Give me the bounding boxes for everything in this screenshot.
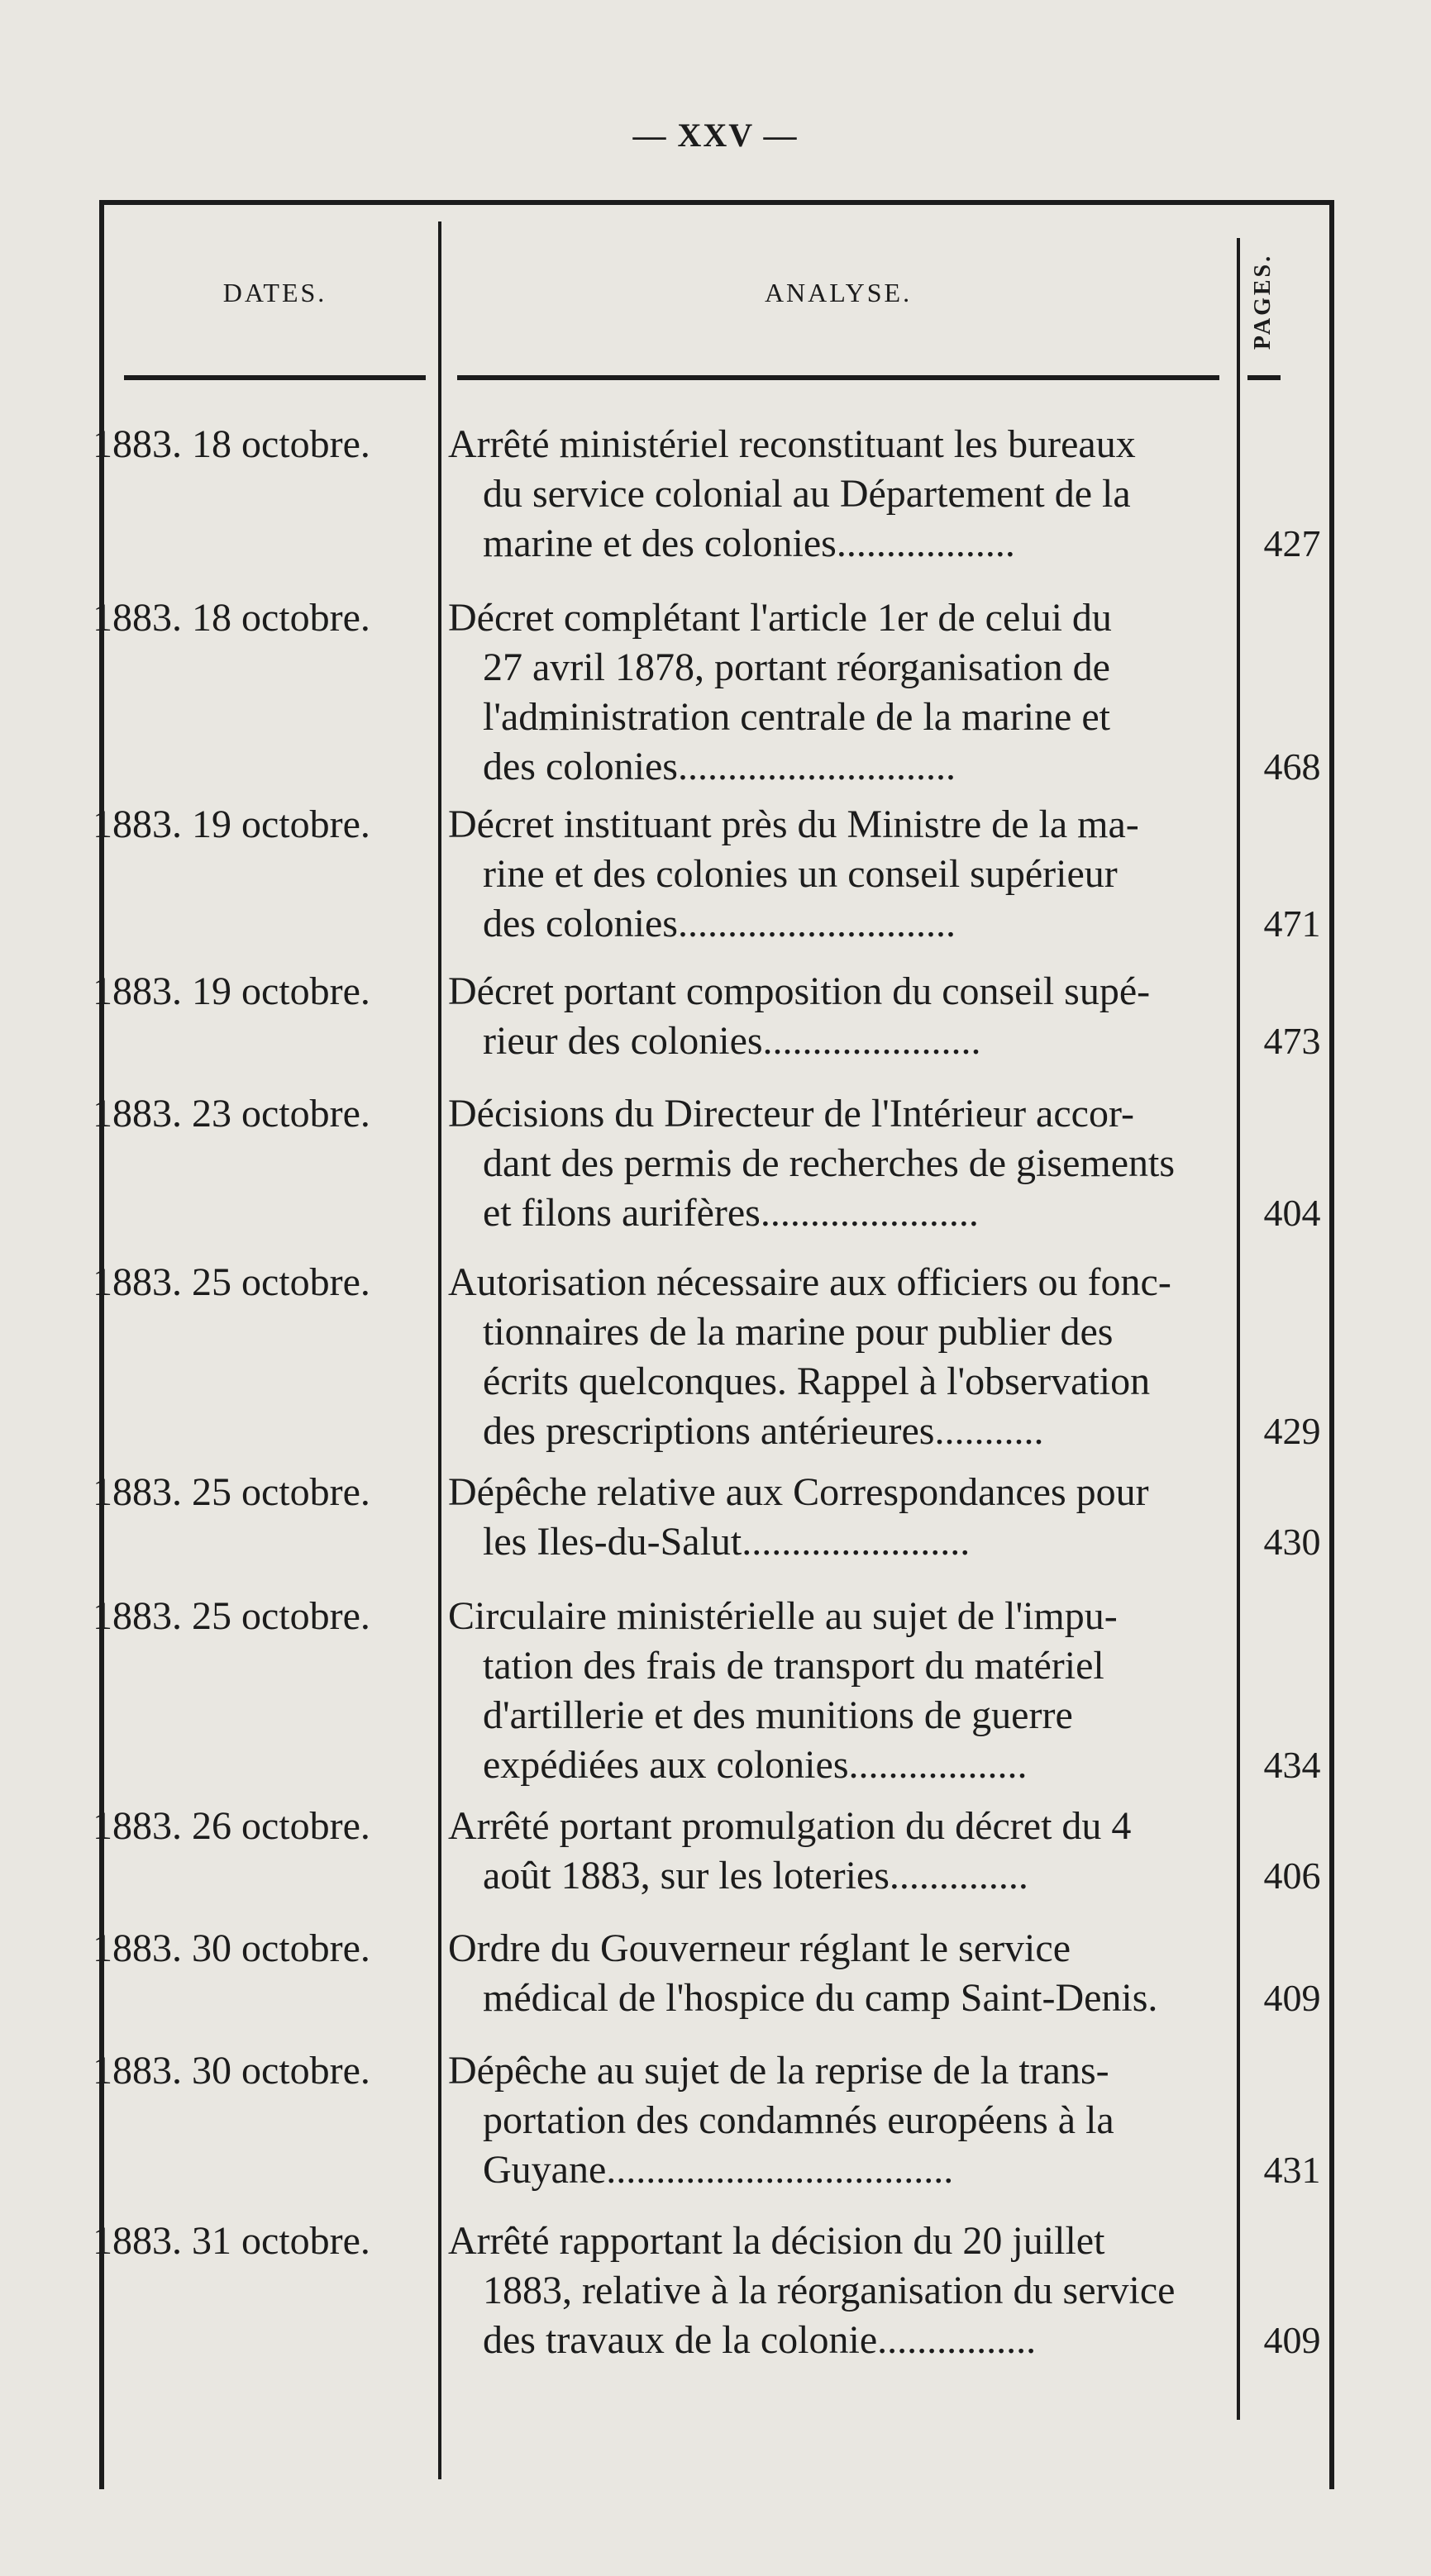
- entry-date: 1883. 25 octobre.: [93, 1260, 370, 1304]
- entry-page-number: 406: [1263, 1855, 1321, 1897]
- analyse-column-divider: [1237, 238, 1240, 2420]
- entry-page-number: 409: [1263, 2319, 1321, 2361]
- analysis-line: les Iles-du-Salut.......................: [483, 1520, 971, 1564]
- entry-analysis: [448, 1592, 1233, 1790]
- analysis-line: Décret instituant près du Ministre de la ma-: [448, 802, 1139, 846]
- dates-header-underline: [124, 375, 426, 380]
- entry-analysis: [448, 1258, 1233, 1456]
- table-left-border: [99, 200, 104, 2489]
- entry-date: 1883. 30 octobre.: [93, 1926, 370, 1970]
- entry-page-number: 471: [1263, 902, 1321, 945]
- analysis-line: Décret complétant l'article 1er de celui du: [448, 596, 1112, 640]
- entry-analysis: [448, 1089, 1233, 1238]
- table-top-rule: [99, 200, 1333, 205]
- analysis-line: dant des permis de recherches de gisements: [483, 1141, 1176, 1185]
- analysis-line: Dépêche relative aux Correspondances pour: [448, 1470, 1149, 1514]
- entry-page-number: 473: [1263, 1020, 1321, 1062]
- entry-date: 1883. 30 octobre.: [93, 2049, 370, 2093]
- entry-page-number: 409: [1263, 1977, 1321, 2019]
- pages-header-underline: [1247, 375, 1281, 380]
- entry-date: 1883. 19 octobre.: [93, 802, 370, 846]
- analysis-line: Décisions du Directeur de l'Intérieur accor-: [448, 1092, 1134, 1136]
- analysis-line: des prescriptions antérieures...........: [483, 1409, 1044, 1453]
- analysis-line: août 1883, sur les loteries..............: [483, 1854, 1028, 1897]
- entry-analysis: [448, 800, 1233, 949]
- entry-date: 1883. 25 octobre.: [93, 1470, 370, 1514]
- entry-date: 1883. 18 octobre.: [93, 596, 370, 640]
- analyse-header-underline: [457, 375, 1219, 380]
- analysis-line: 1883, relative à la réorganisation du service: [483, 2269, 1176, 2312]
- entry-analysis: [448, 593, 1233, 792]
- analysis-line: des travaux de la colonie................: [483, 2318, 1037, 2362]
- analysis-line: l'administration centrale de la marine et: [483, 695, 1110, 739]
- entry-page-number: 404: [1263, 1192, 1321, 1234]
- entry-analysis: [448, 967, 1233, 1066]
- entry-page-number: 468: [1263, 745, 1321, 788]
- analysis-line: du service colonial au Département de la: [483, 472, 1131, 516]
- entry-page-number: 431: [1263, 2149, 1321, 2191]
- analysis-line: 27 avril 1878, portant réorganisation de: [483, 645, 1110, 689]
- analysis-line: Dépêche au sujet de la reprise de la trans-: [448, 2049, 1109, 2093]
- analysis-line: médical de l'hospice du camp Saint-Denis.: [483, 1976, 1158, 2020]
- analysis-line: écrits quelconques. Rappel à l'observation: [483, 1359, 1151, 1403]
- entry-analysis: [448, 1924, 1233, 2023]
- analysis-line: Décret portant composition du conseil supé-: [448, 969, 1151, 1013]
- analysis-line: Arrêté portant promulgation du décret du 4: [448, 1804, 1132, 1848]
- entry-date: 1883. 25 octobre.: [93, 1594, 370, 1638]
- entry-page-number: 430: [1263, 1521, 1321, 1563]
- entry-analysis: [448, 1802, 1233, 1901]
- analysis-line: tionnaires de la marine pour publier des: [483, 1310, 1114, 1354]
- pages-column-header: [1245, 240, 1281, 364]
- entry-page-number: 434: [1263, 1744, 1321, 1786]
- analysis-line: et filons aurifères......................: [483, 1191, 979, 1235]
- analyse-column-header: ANALYSE.: [764, 278, 913, 307]
- entry-analysis: [448, 1468, 1233, 1567]
- analysis-line: tation des frais de transport du matériel: [483, 1644, 1104, 1688]
- entry-analysis: [448, 420, 1233, 569]
- analysis-line: rine et des colonies un conseil supérieur: [483, 852, 1118, 896]
- analysis-line: des colonies............................: [483, 745, 956, 788]
- analysis-line: expédiées aux colonies..................: [483, 1743, 1028, 1787]
- entry-date: 1883. 26 octobre.: [93, 1804, 370, 1848]
- entry-analysis: [448, 2217, 1233, 2365]
- analysis-line: rieur des colonies......................: [483, 1019, 981, 1063]
- analysis-line: portation des condamnés européens à la: [483, 2098, 1114, 2142]
- analysis-line: des colonies............................: [483, 902, 956, 945]
- dates-column-header: DATES.: [222, 278, 327, 307]
- entry-date: 1883. 23 octobre.: [93, 1092, 370, 1136]
- analysis-line: Arrêté rapportant la décision du 20 juillet: [448, 2219, 1105, 2263]
- entry-date: 1883. 31 octobre.: [93, 2219, 370, 2263]
- entry-date: 1883. 19 octobre.: [93, 969, 370, 1013]
- analysis-line: Arrêté ministériel reconstituant les bureaux: [448, 422, 1136, 466]
- entry-date: 1883. 18 octobre.: [93, 422, 370, 466]
- entry-analysis: [448, 2046, 1233, 2195]
- analysis-line: Ordre du Gouverneur réglant le service: [448, 1926, 1071, 1970]
- analysis-line: Autorisation nécessaire aux officiers ou fonc-: [448, 1260, 1171, 1304]
- pages-column-header-text: PAGES.: [1250, 253, 1276, 350]
- analysis-line: Circulaire ministérielle au sujet de l'impu-: [448, 1594, 1118, 1638]
- analysis-line: d'artillerie et des munitions de guerre: [483, 1693, 1073, 1737]
- entry-page-number: 429: [1263, 1410, 1321, 1452]
- entry-page-number: 427: [1263, 522, 1321, 564]
- analysis-line: Guyane...................................: [483, 2148, 954, 2192]
- dates-column-divider: [438, 221, 441, 2479]
- analysis-line: marine et des colonies..................: [483, 521, 1015, 565]
- page-header: — XXV —: [632, 117, 799, 154]
